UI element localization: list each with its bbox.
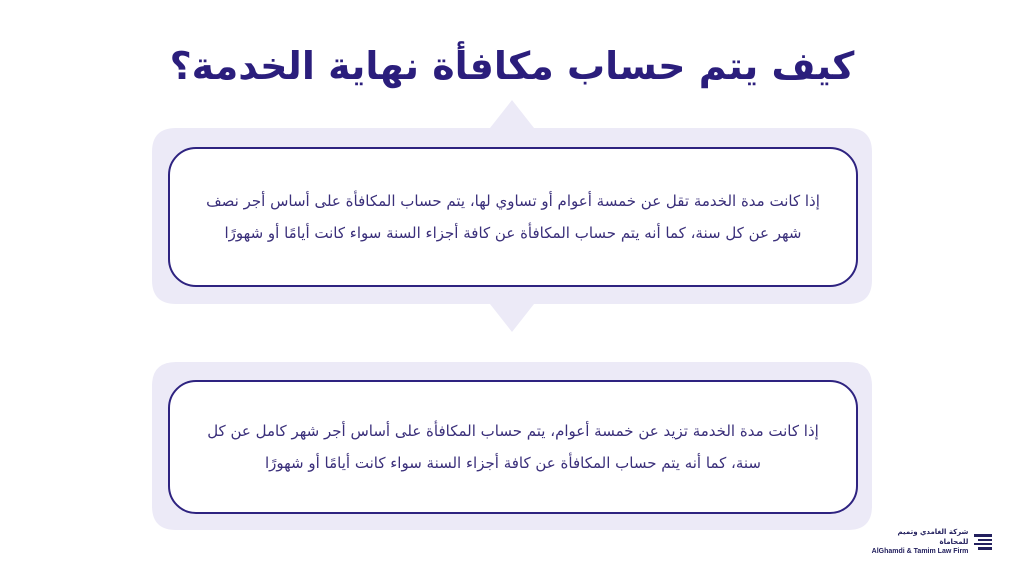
logo-text xyxy=(868,527,968,557)
logo-mark-icon xyxy=(972,532,994,552)
info-card-text: إذا كانت مدة الخدمة تقل عن خمسة أعوام أو تساوي لها، يتم حساب المكافأة على أساس أجر نصف شهر عن كل سنة، كما أنه يتم حساب المكافأة عن كافة أجزاء السنة سواء كانت أيامًا أو شهورًا xyxy=(206,192,820,242)
page-title: كيف يتم حساب مكافأة نهاية الخدمة؟ xyxy=(169,44,855,88)
firm-logo xyxy=(868,528,994,556)
logo-english-name: AlGhamdi & Tamim Law Firm xyxy=(871,548,969,555)
info-card-text: إذا كانت مدة الخدمة تزيد عن خمسة أعوام، يتم حساب المكافأة على أساس أجر شهر كامل عن كل سنة، كما أنه يتم حساب المكافأة عن كافة أجزاء السنة سواء كانت أيامًا أو شهورًا xyxy=(207,422,819,472)
info-card-short-service xyxy=(168,147,858,287)
logo-arabic-name: شركة الغامدي وتميم للمحاماة xyxy=(897,528,969,546)
info-card-long-service xyxy=(168,380,858,514)
